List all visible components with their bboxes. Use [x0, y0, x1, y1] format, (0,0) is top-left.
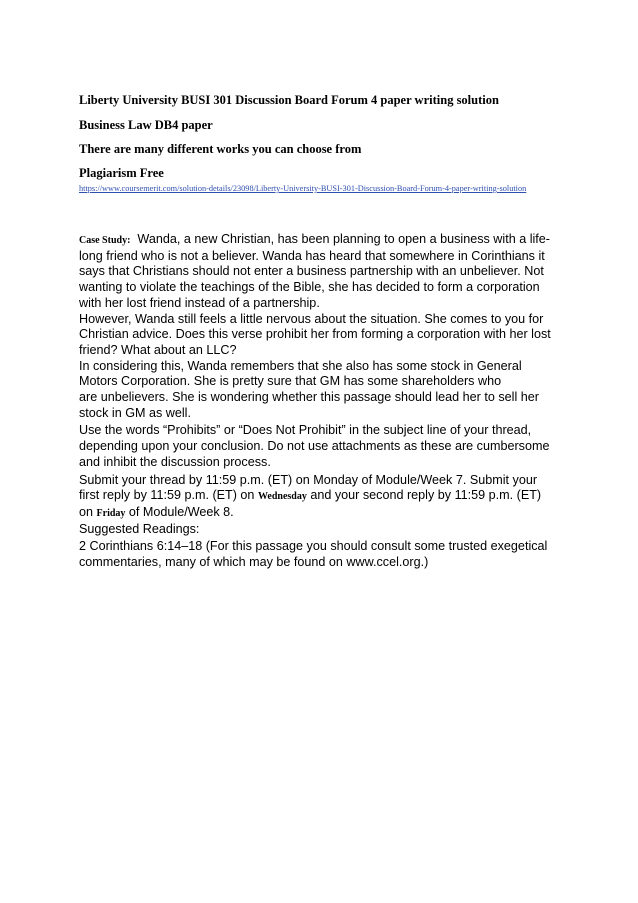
doc-tagline: There are many different works you can choose from — [79, 142, 362, 156]
doc-subtitle: Business Law DB4 paper — [79, 118, 213, 132]
case-study-paragraph: Case Study: Wanda, a new Christian, has been planning to open a business with a life- long friend who is not a believer. Wanda has heard that somewhere in Corinthians it says that Christians should not enter a business partnership with an unbeliever. Not wanting to violate the teachings of the Bible, she has decided to form a corporation with her lost friend instead of a partnership. — [79, 232, 550, 310]
case-study-label: Case Study: — [79, 235, 131, 246]
instructions-paragraph: Use the words “Prohibits” or “Does Not Prohibit” in the subject line of your thread, depending upon your conclusion. Do not use attachments as these are cumbersome and inhibit the discussion process. — [79, 423, 550, 469]
however-paragraph: However, Wanda still feels a little nervous about the situation. She comes to you for Christian advice. Does this verse prohibit her from forming a corporation with her lost friend? What about an LLC? — [79, 311, 551, 357]
friday-label: Friday — [96, 507, 126, 519]
doc-title: Liberty University BUSI 301 Discussion Board Forum 4 paper writing solution — [79, 93, 499, 107]
doc-plagiarism: Plagiarism Free — [79, 166, 164, 180]
suggested-readings-label: Suggested Readings: — [79, 521, 200, 536]
readings-paragraph: 2 Corinthians 6:14–18 (For this passage you should consult some trusted exegetical commentaries, many of which may be found on www.ccel.org.) — [79, 539, 548, 570]
considering-paragraph: In considering this, Wanda remembers that she also has some stock in General Motors Corporation. She is pretty sure that GM has some shareholders who are unbelievers. She is wondering whether this passage should lead her to sell her stock in GM as well. — [79, 358, 539, 420]
source-link[interactable]: https://www.coursemerit.com/solution-details/23098/Liberty-University-BUSI-301-Discussion-Board-Forum-4-paper-writing-solution — [79, 184, 527, 193]
submission-paragraph: Submit your thread by 11:59 p.m. (ET) on Monday of Module/Week 7. Submit your first reply by 11:59 p.m. (ET) on Wednesday and your second reply by 11:59 p.m. (ET) on Friday of Module/Week 8. Suggested Readings: — [79, 473, 561, 538]
wednesday-label: Wednesday — [257, 491, 307, 503]
case-study-body — [79, 232, 561, 571]
